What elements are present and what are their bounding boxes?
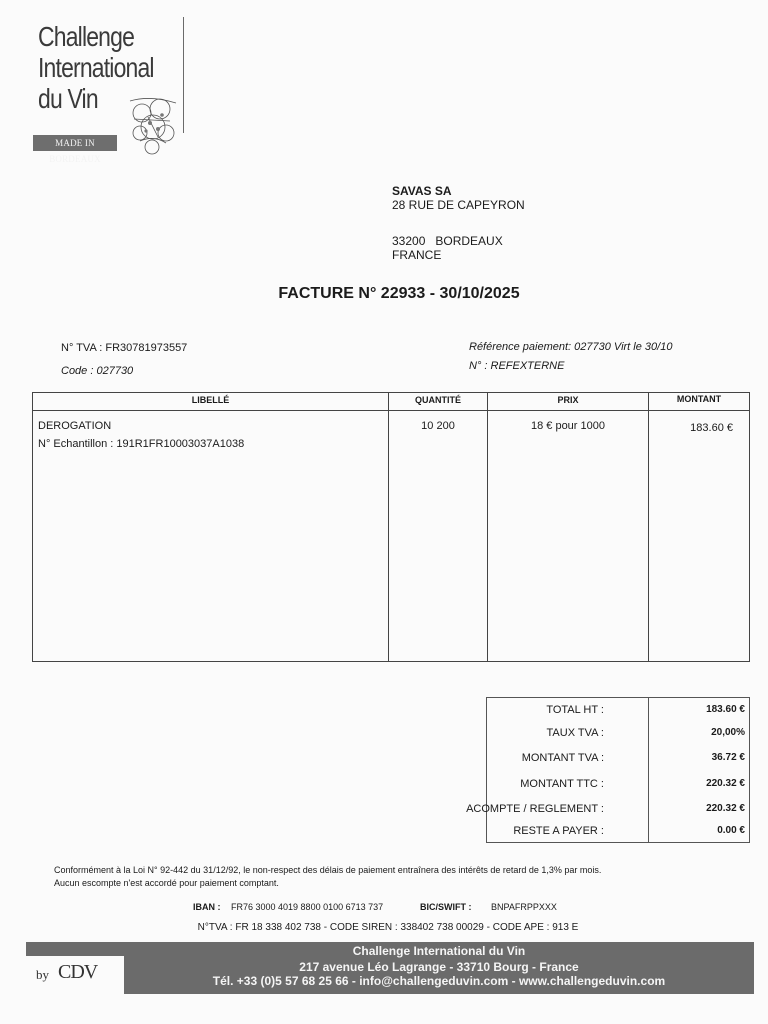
footer-address: 217 avenue Léo Lagrange - 33710 Bourg - France [299,960,579,974]
tva-rate-label: TAUX TVA : [546,727,604,739]
tva-amount-label: MONTANT TVA : [521,752,604,764]
logo-line-2: International [38,52,154,83]
payment-reference: Référence paiement: 027730 Virt le 30/10 [469,341,673,353]
totals-row [487,778,749,800]
logo-line-1: Challenge [38,21,135,52]
iban-label: IBAN : [193,902,221,912]
invoice-title: FACTURE N° 22933 - 30/10/2025 [278,285,520,302]
balance-due-label: RESTE A PAYER : [513,825,604,837]
logo-badge: MADE IN BORDEAUX [33,135,117,151]
code-label: Code : [61,365,97,377]
bic-value: BNPAFRPPXXX [491,902,557,912]
column-divider [388,393,389,661]
total-ttc-value: 220.32 € [706,778,745,789]
recipient-country: FRANCE [392,248,442,262]
total-ht-label: TOTAL HT : [546,704,604,716]
recipient-city: 33200 BORDEAUX [392,234,503,248]
recipient-name: SAVAS SA [392,184,452,198]
item-label: DEROGATION [38,420,112,432]
totals-row [487,727,749,749]
payment-meta [469,338,672,376]
totals-row [487,752,749,774]
footer-contact: Tél. +33 (0)5 57 68 25 66 - info@challengeduvin.com - www.challengeduvin.com [212,974,666,988]
tva-amount-value: 36.72 € [711,752,745,763]
totals-row [487,825,749,847]
tva-value: FR30781973557 [105,342,188,354]
recipient-street: 28 RUE DE CAPEYRON [392,198,525,212]
totals-row [487,704,749,726]
deposit-label: ACOMPTE / REGLEMENT : [466,803,604,815]
legal-notice [54,864,601,890]
table-header-rule [33,410,749,411]
legal-line-1: Conformément à la Loi N° 92-442 du 31/12/92, le non-respect des délais de paiement entraînera des intérêts de retard de 1,3% par mois. [54,865,602,875]
customer-meta [61,337,187,383]
footer-band [26,942,754,994]
item-sample-number: N° Echantillon : 191R1FR10003037A1038 [38,438,245,450]
code-value: 027730 [96,365,134,377]
cdv-logo: CDV [58,961,98,983]
header-prix: PRIX [557,395,579,405]
item-price: 18 € pour 1000 [530,420,605,432]
total-ht-value: 183.60 € [706,704,745,715]
item-amount: 183.60 € [690,422,733,434]
vine-illustration-icon [120,93,186,159]
legal-line-2: Aucun escompte n'est accordé pour paiement comptant. [54,878,279,888]
header-montant: MONTANT [676,394,722,404]
company-identifiers: N°TVA : FR 18 338 402 738 - CODE SIREN : 338402 738 00029 - CODE APE : 913 E [197,922,579,933]
balance-due-value: 0.00 € [717,825,745,836]
line-items-table [32,392,750,662]
item-quantity: 10 200 [421,420,455,432]
header-quantite: QUANTITÉ [415,395,461,405]
company-logo [30,17,186,164]
totals-row [466,803,749,825]
header-libelle: LIBELLÉ [191,395,230,405]
deposit-value: 220.32 € [706,803,745,814]
column-divider [487,393,488,661]
tva-number [61,337,187,360]
external-reference: N° : REFEXTERNE [469,360,565,372]
totals-box [466,697,750,843]
total-ttc-label: MONTANT TTC : [520,778,604,790]
logo-line-3: du Vin [38,83,98,114]
footer-company-name: Challenge International du Vin [352,944,526,958]
tva-label: N° TVA : [61,342,106,354]
recipient-address [392,184,525,262]
bic-label: BIC/SWIFT : [420,902,472,912]
customer-code [61,360,187,383]
tva-rate-value: 20,00% [711,727,745,738]
iban-value: FR76 3000 4019 8800 0100 6713 737 [231,902,384,912]
footer-by: by [36,967,49,982]
